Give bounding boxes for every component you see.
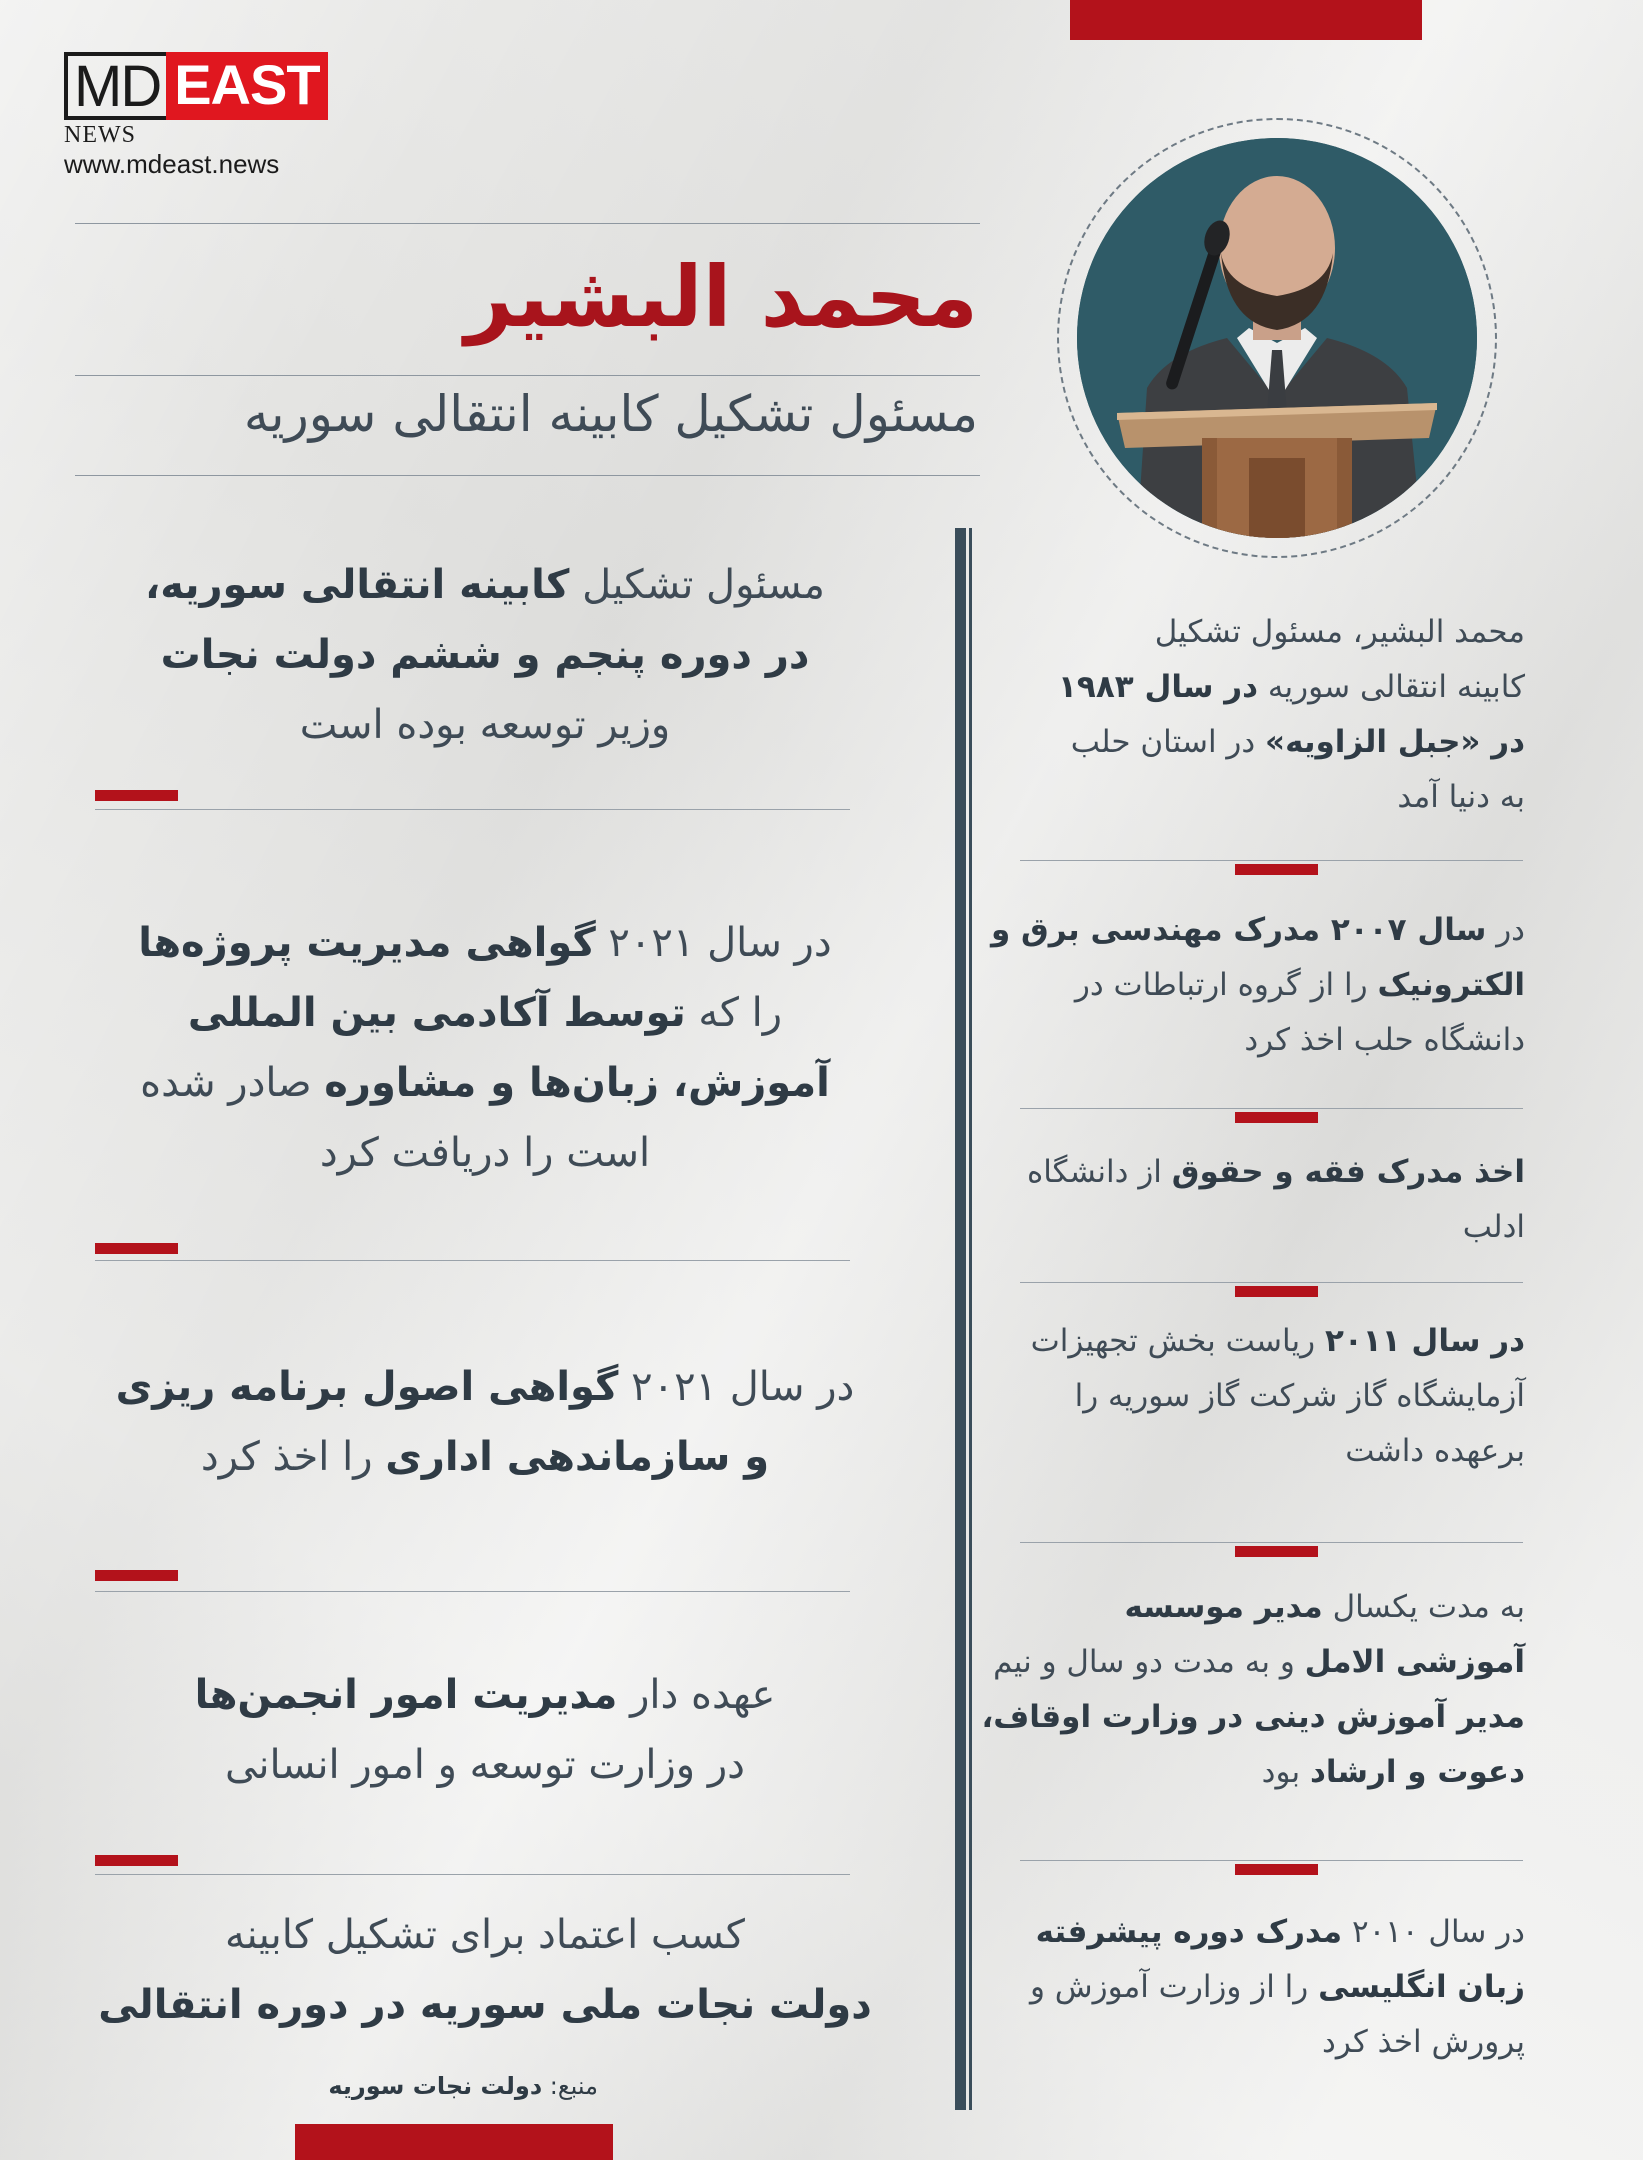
right-item-1 <box>1005 605 1525 825</box>
right-item-5-highlight: مدیر موسسه <box>1124 1589 1323 1625</box>
top-accent-bar <box>1070 0 1422 40</box>
left-item-5-highlight: دولت نجات ملی سوریه در دوره انتقالی <box>98 1982 872 2028</box>
left-item-4-highlight: مدیریت امور انجمن‌ها <box>194 1672 618 1718</box>
right-item-1-highlight: در «جبل الزاویه» <box>1265 724 1525 760</box>
right-item-5 <box>980 1580 1525 1800</box>
right-item-1-highlight: در سال ۱۹۸۳ <box>1058 669 1259 705</box>
right-item-3-text: ادلب <box>1462 1209 1525 1245</box>
left-item-3-text: در سال ۲۰۲۱ <box>618 1364 855 1410</box>
right-item-2 <box>991 903 1525 1068</box>
right-item-1-text: به دنیا آمد <box>1397 779 1525 815</box>
left-item-2-text: در سال ۲۰۲۱ <box>595 920 832 966</box>
right-item-2-text: دانشگاه حلب اخذ کرد <box>1244 1022 1525 1058</box>
column-divider <box>955 528 966 2110</box>
right-item-5-highlight: مدیر آموزش دینی در وزارت اوقاف، <box>981 1699 1525 1735</box>
right-separator-line <box>1020 1542 1523 1543</box>
right-item-6-highlight: زبان انگلیسی <box>1318 1969 1525 2005</box>
left-item-1-text: وزیر توسعه بوده است <box>299 702 671 748</box>
right-item-1-text: محمد البشیر، مسئول تشکیل <box>1154 614 1525 650</box>
left-item-1-highlight: کابینه انتقالی سوریه، <box>145 562 570 608</box>
right-item-4-text: آزمایشگاه گاز شرکت گاز سوریه را <box>1074 1378 1525 1414</box>
left-separator-line <box>95 1260 850 1261</box>
mdeast-logo <box>64 52 364 180</box>
left-item-2-text: صادر شده <box>140 1060 325 1106</box>
logo-url-text: www.mdeast.news <box>64 149 280 179</box>
left-item-2 <box>85 908 885 1188</box>
left-item-2-text: را که <box>685 990 783 1036</box>
right-separator-red <box>1235 1864 1318 1875</box>
right-separator-line <box>1020 1282 1523 1283</box>
right-item-5-text: به مدت یکسال <box>1322 1589 1525 1625</box>
right-item-6-text: را از وزارت آموزش و <box>1029 1969 1319 2005</box>
left-item-1-highlight: در دوره پنجم و ششم دولت نجات <box>160 632 810 678</box>
left-item-1 <box>85 550 885 760</box>
left-item-2-highlight: گواهی مدیریت پروژه‌ها <box>138 920 596 966</box>
right-item-2-text: را از گروه ارتباطات در <box>1074 967 1378 1003</box>
title-rule-middle <box>75 375 980 376</box>
right-separator-line <box>1020 1860 1523 1861</box>
right-item-6-text: در سال ۲۰۱۰ <box>1342 1914 1525 1950</box>
left-separator-line <box>95 1874 850 1875</box>
right-separator-red <box>1235 1546 1318 1557</box>
left-item-3-highlight: و سازماندهی اداری <box>385 1434 770 1480</box>
left-item-4-text: در وزارت توسعه و امور انسانی <box>225 1742 745 1788</box>
right-item-1-text: در استان حلب <box>1070 724 1266 760</box>
bottom-accent-bar <box>295 2124 613 2160</box>
page-subtitle: مسئول تشکیل کابینه انتقالی سوریه <box>243 385 978 443</box>
right-separator-red <box>1235 1112 1318 1123</box>
left-item-3 <box>85 1352 885 1492</box>
right-item-6-text: پرورش اخذ کرد <box>1322 2024 1525 2060</box>
right-item-4-text: ریاست بخش تجهیزات <box>1030 1323 1325 1359</box>
left-item-5-text: کسب اعتماد برای تشکیل کابینه <box>225 1912 745 1958</box>
right-separator-red <box>1235 864 1318 875</box>
title-rule-bottom <box>75 475 980 476</box>
right-item-5-highlight: دعوت و ارشاد <box>1309 1754 1525 1790</box>
right-separator-line <box>1020 860 1523 861</box>
right-item-6-highlight: مدرک دوره پیشرفته <box>1035 1914 1343 1950</box>
logo-md-text: MD <box>64 52 166 120</box>
logo-east-text: EAST <box>166 52 327 120</box>
left-item-3-text: را اخذ کرد <box>200 1434 386 1480</box>
portrait-photo <box>1077 138 1477 538</box>
right-item-2-text: در <box>1486 912 1525 948</box>
right-item-3-highlight: اخذ مدرک فقه و حقوق <box>1171 1154 1525 1190</box>
left-separator-red <box>95 1855 178 1866</box>
left-separator-line <box>95 809 850 810</box>
left-item-4 <box>85 1660 885 1800</box>
right-item-5-highlight: آموزشی الامل <box>1304 1644 1525 1680</box>
right-item-4-highlight: در سال ۲۰۱۱ <box>1324 1323 1525 1359</box>
left-item-3-highlight: گواهی اصول برنامه ریزی <box>115 1364 619 1410</box>
left-separator-red <box>95 1243 178 1254</box>
source-credit <box>328 2072 598 2100</box>
left-item-4-text: عهده دار <box>617 1672 776 1718</box>
column-divider-thin <box>969 528 972 2110</box>
left-separator-red <box>95 1570 178 1581</box>
left-item-5 <box>85 1900 885 2040</box>
left-item-2-text: است را دریافت کرد <box>319 1130 651 1176</box>
logo-news-text: NEWS <box>64 122 136 148</box>
right-item-1-text: کابینه انتقالی سوریه <box>1258 669 1525 705</box>
left-item-2-highlight: آموزش، زبان‌ها و مشاوره <box>324 1060 830 1106</box>
right-item-2-highlight: سال ۲۰۰۷ مدرک مهندسی برق و <box>991 912 1487 948</box>
right-item-4-text: برعهده داشت <box>1345 1433 1525 1469</box>
right-separator-red <box>1235 1286 1318 1297</box>
source-value: دولت نجات سوریه <box>328 2072 543 2100</box>
right-item-3-text: از دانشگاه <box>1026 1154 1172 1190</box>
right-item-5-text: و به مدت دو سال و نیم <box>993 1644 1305 1680</box>
left-item-2-highlight: توسط آکادمی بین المللی <box>187 990 686 1036</box>
right-item-2-highlight: الکترونیک <box>1377 967 1525 1003</box>
right-item-4 <box>1005 1314 1525 1479</box>
left-separator-line <box>95 1591 850 1592</box>
left-item-1-text: مسئول تشکیل <box>569 562 825 608</box>
right-item-5-text: بود <box>1261 1754 1310 1790</box>
page-title: محمد البشیر <box>464 248 978 346</box>
right-item-6 <box>1005 1905 1525 2070</box>
left-separator-red <box>95 790 178 801</box>
source-label: منبع: <box>542 2072 598 2100</box>
right-separator-line <box>1020 1108 1523 1109</box>
title-rule-top <box>75 223 980 224</box>
right-item-3 <box>1005 1145 1525 1255</box>
